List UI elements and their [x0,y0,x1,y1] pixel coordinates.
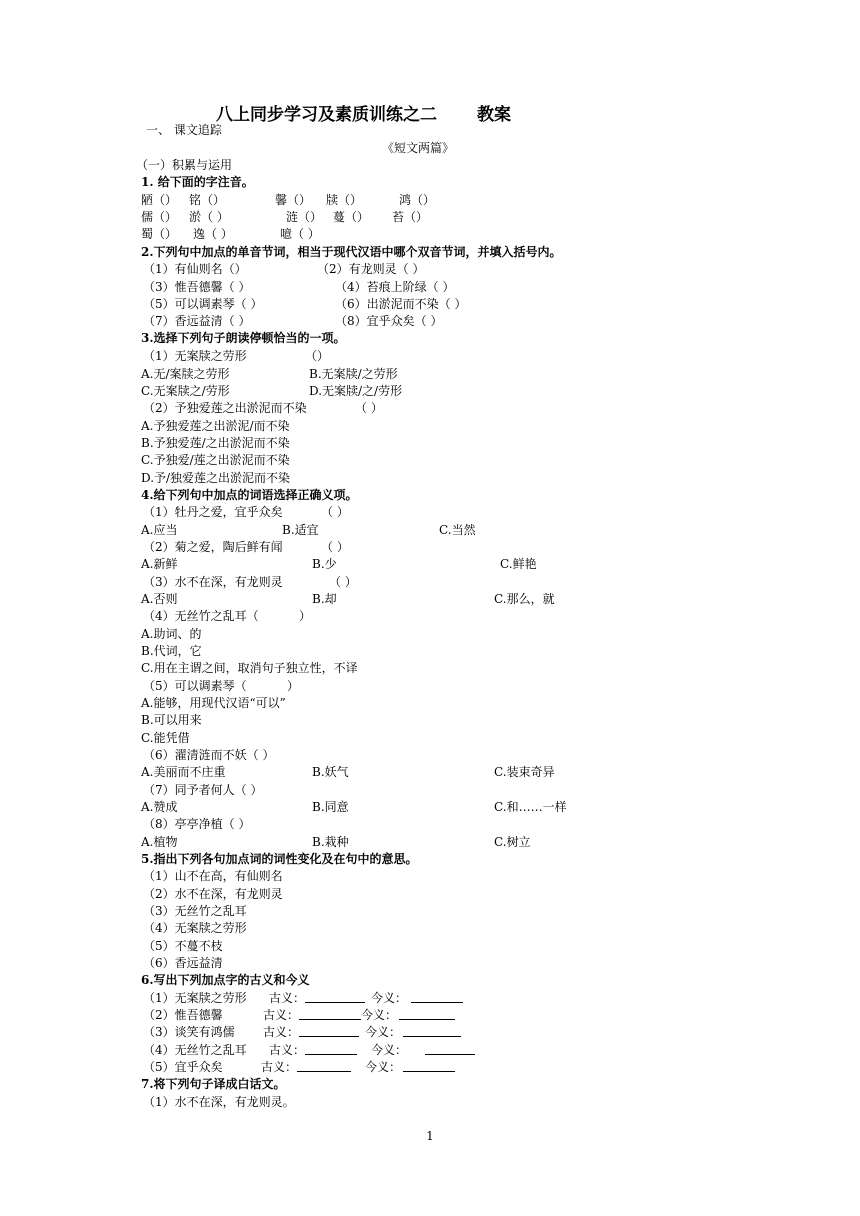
q3-stem: 3.选择下列句子朗读停顿恰当的一项。 [141,331,346,345]
q5-item: （3）无丝竹之乱耳 [143,904,247,918]
option: B.代词，它 [141,644,202,658]
answer-blank: （ ） [329,575,357,589]
option: B.却 [312,592,337,606]
option: A.植物 [141,835,178,849]
answer-blank: （） [305,349,330,363]
answer-line[interactable] [297,1059,351,1072]
answer-line[interactable] [399,1007,455,1020]
option: A.予独爱莲之出淤泥/而不染 [141,419,290,433]
option: B.少 [312,557,337,571]
q2-item: （2）有龙则灵（ ） [317,262,425,276]
answer-blank: （ ） [355,401,383,415]
option: C.能凭借 [141,731,190,745]
option: B.予独爱莲/之出淤泥而不染 [141,436,290,450]
q1-char: 逸（ ） [193,227,233,241]
title-main: 八上同步学习及素质训练之二 [216,105,437,125]
q5-item: （4）无案牍之劳形 [143,921,247,935]
q4-sentence: （5）可以调素琴（ [143,679,247,693]
q1-char: 牍（） [326,193,363,207]
q4-sentence: （2）菊之爱，陶后鲜有闻 [143,540,283,554]
lesson-subtitle: 《短文两篇》 [382,141,455,155]
option: C.和……一样 [494,800,567,814]
q4-sentence: （4）无丝竹之乱耳（ [143,609,259,623]
q4-sentence: （3）水不在深，有龙则灵 [143,575,283,589]
q4-sentence: （8）亭亭净植（ ） [143,817,251,831]
q1-char: 馨（） [275,193,312,207]
q3-sentence-text: （2）予独爱莲之出淤泥而不染 [143,401,307,415]
gu-label: 古义： [261,1060,298,1074]
option: D.无案牍/之/劳形 [309,384,403,398]
option: B.可以用来 [141,713,202,727]
option: A.助词、的 [141,627,202,641]
answer-line[interactable] [403,1024,461,1037]
option: A.新鲜 [141,557,178,571]
answer-blank: （ ） [321,540,349,554]
option: B.同意 [312,800,349,814]
q6-phrase: （5）宜乎众矣 [143,1060,223,1074]
q1-char: 蔓（） [333,210,370,224]
jin-label: 今义： [365,1025,402,1039]
q1-char: 儒（） [141,210,178,224]
q5-item: （5）不蔓不枝 [143,939,223,953]
q5-item: （1）山不在高，有仙则名 [143,869,283,883]
jin-label: 今义： [371,1043,408,1057]
option: C.树立 [494,835,531,849]
jin-label: 今义： [361,1008,398,1022]
title-suffix: 教案 [477,105,511,125]
q1-char: 鸿（） [399,193,436,207]
section-heading: 一、 课文追踪 [146,123,222,137]
answer-line[interactable] [305,990,365,1003]
option: B.妖气 [312,765,349,779]
q6-phrase: （2）惟吾德馨 [143,1008,223,1022]
answer-blank: ） [287,679,300,693]
option: B.无案牍/之劳形 [309,367,398,381]
gu-label: 古义： [263,1008,300,1022]
answer-blank: （ ） [321,505,349,519]
q1-char: 陋（） [141,193,178,207]
q6-phrase: （3）谈笑有鸿儒 [143,1025,235,1039]
answer-blank: ） [299,609,312,623]
jin-label: 今义： [371,991,408,1005]
option: C.当然 [439,523,476,537]
q6-phrase: （1）无案牍之劳形 [143,991,247,1005]
option: B.栽种 [312,835,349,849]
q4-sentence: （1）牡丹之爱，宜乎众矣 [143,505,283,519]
q1-char: 噫（ ） [280,227,320,241]
q2-item: （5）可以调素琴（ ） [143,297,263,311]
q1-char: 铭（） [189,193,226,207]
gu-label: 古义： [263,1025,300,1039]
answer-line[interactable] [305,1042,357,1055]
q2-item: （8）宜乎众矣（ ） [335,314,443,328]
answer-line[interactable] [299,1024,359,1037]
option: C.那么，就 [494,592,555,606]
q7-stem: 7.将下列句子译成白话文。 [141,1077,286,1091]
q1-char: 蜀（） [141,227,178,241]
option: C.鲜艳 [500,557,537,571]
option: D.予/独爱莲之出淤泥而不染 [141,471,291,485]
q7-item: （1）水不在深，有龙则灵。 [143,1095,295,1109]
q6-phrase: （4）无丝竹之乱耳 [143,1043,247,1057]
q4-sentence: （7）同予者何人（ ） [143,783,263,797]
option: C.装束奇异 [494,765,555,779]
q5-item: （6）香远益清 [143,956,223,970]
part-heading: （一）积累与运用 [136,158,233,172]
answer-line[interactable] [403,1059,455,1072]
answer-line[interactable] [299,1007,361,1020]
option: B.适宜 [282,523,319,537]
q2-stem: 2.下列句中加点的单音节词，相当于现代汉语中哪个双音节词，并填入括号内。 [141,245,562,259]
q1-char: 涟（） [286,210,323,224]
q2-item: （4）苔痕上阶绿（ ） [335,280,455,294]
answer-line[interactable] [425,1042,475,1055]
q5-stem: 5.指出下列各句加点词的词性变化及在句中的意思。 [141,852,418,866]
q6-stem: 6.写出下列加点字的古义和今义 [141,973,310,987]
q2-item: （1）有仙则名（） [143,262,247,276]
page-number: 1 [426,1129,434,1143]
option: A.美丽而不庄重 [141,765,226,779]
q1-char: 淤（ ） [189,210,229,224]
option: A.赞成 [141,800,178,814]
option: C.无案牍之/劳形 [141,384,230,398]
option: A.否则 [141,592,178,606]
q4-stem: 4.给下列句中加点的词语选择正确义项。 [141,488,358,502]
option: C.予独爱/莲之出淤泥而不染 [141,453,290,467]
q2-item: （3）惟吾德馨（ ） [143,280,251,294]
q4-sentence: （6）濯清涟而不妖（ ） [143,748,275,762]
option: A.无/案牍之劳形 [141,367,230,381]
option: C.用在主谓之间，取消句子独立性，不译 [141,661,358,675]
answer-line[interactable] [411,990,463,1003]
gu-label: 古义： [269,1043,306,1057]
q1-stem: 1. 给下面的字注音。 [141,175,254,189]
option: A.应当 [141,523,178,537]
q2-item: （6）出淤泥而不染（ ） [335,297,467,311]
q3-sentence-text: （1）无案牍之劳形 [143,349,247,363]
q1-char: 苔（） [392,210,429,224]
q2-item: （7）香远益清（ ） [143,314,251,328]
q5-item: （2）水不在深，有龙则灵 [143,887,283,901]
option: A.能够，用现代汉语“可以” [141,696,286,710]
gu-label: 古义： [269,991,306,1005]
jin-label: 今义： [365,1060,402,1074]
